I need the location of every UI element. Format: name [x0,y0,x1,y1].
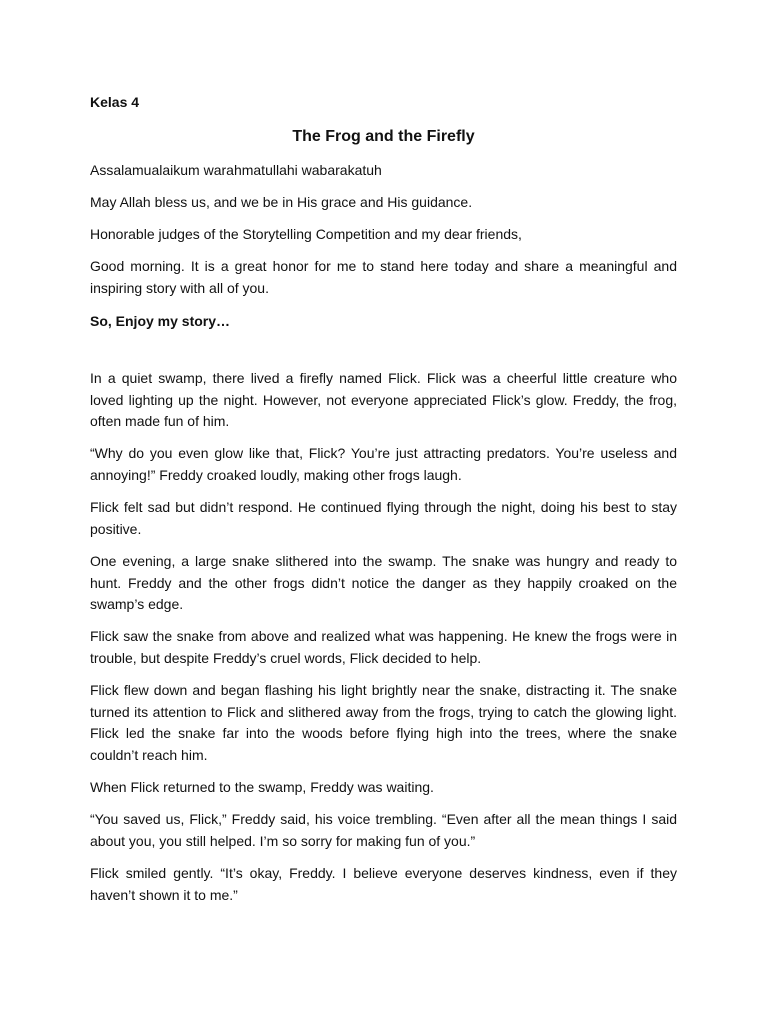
story-paragraph: Flick flew down and began flashing his light brightly near the snake, distracting it. The snake turned its attention to Flick and slithered away from the frogs, trying to catch the glowing light. Flick led the snake far into the woods before flying high into the trees, where the snake couldn’t reach him. [90,682,677,763]
story-paragraph: When Flick returned to the swamp, Freddy was waiting. [90,779,434,795]
greeting: Assalamualaikum warahmatullahi wabarakatuh [90,162,382,178]
story-intro: So, Enjoy my story… [90,313,231,329]
story-paragraph: Flick smiled gently. “It’s okay, Freddy. I believe everyone deserves kindness, even if they haven’t shown it to me.” [90,865,677,903]
story-paragraph: In a quiet swamp, there lived a firefly named Flick. Flick was a cheerful little creature who loved lighting up the night. However, not everyone appreciated Flick’s glow. Freddy, the frog, often made fun of him. [90,370,677,429]
address: Honorable judges of the Storytelling Competition and my dear friends, [90,226,522,242]
story-paragraph: Flick felt sad but didn’t respond. He continued flying through the night, doing his best to stay positive. [90,499,677,537]
story-paragraph: Flick saw the snake from above and realized what was happening. He knew the frogs were in trouble, but despite Freddy’s cruel words, Flick decided to help. [90,628,677,666]
blessing: May Allah bless us, and we be in His grace and His guidance. [90,194,473,210]
opening-paragraph: Good morning. It is a great honor for me to stand here today and share a meaningful and inspiring story with all of you. [90,258,677,296]
story-paragraph: One evening, a large snake slithered into the swamp. The snake was hungry and ready to hunt. Freddy and the other frogs didn’t notice the danger as they happily croaked on the swamp’s edge. [90,553,677,612]
class-label: Kelas 4 [90,94,140,110]
story-title: The Frog and the Firefly [292,128,475,145]
story-paragraph: “You saved us, Flick,” Freddy said, his voice trembling. “Even after all the mean things I said about you, you still helped. I’m so sorry for making fun of you.” [90,811,677,849]
story-paragraph: “Why do you even glow like that, Flick? You’re just attracting predators. You’re useless and annoying!” Freddy croaked loudly, making other frogs laugh. [90,445,677,483]
